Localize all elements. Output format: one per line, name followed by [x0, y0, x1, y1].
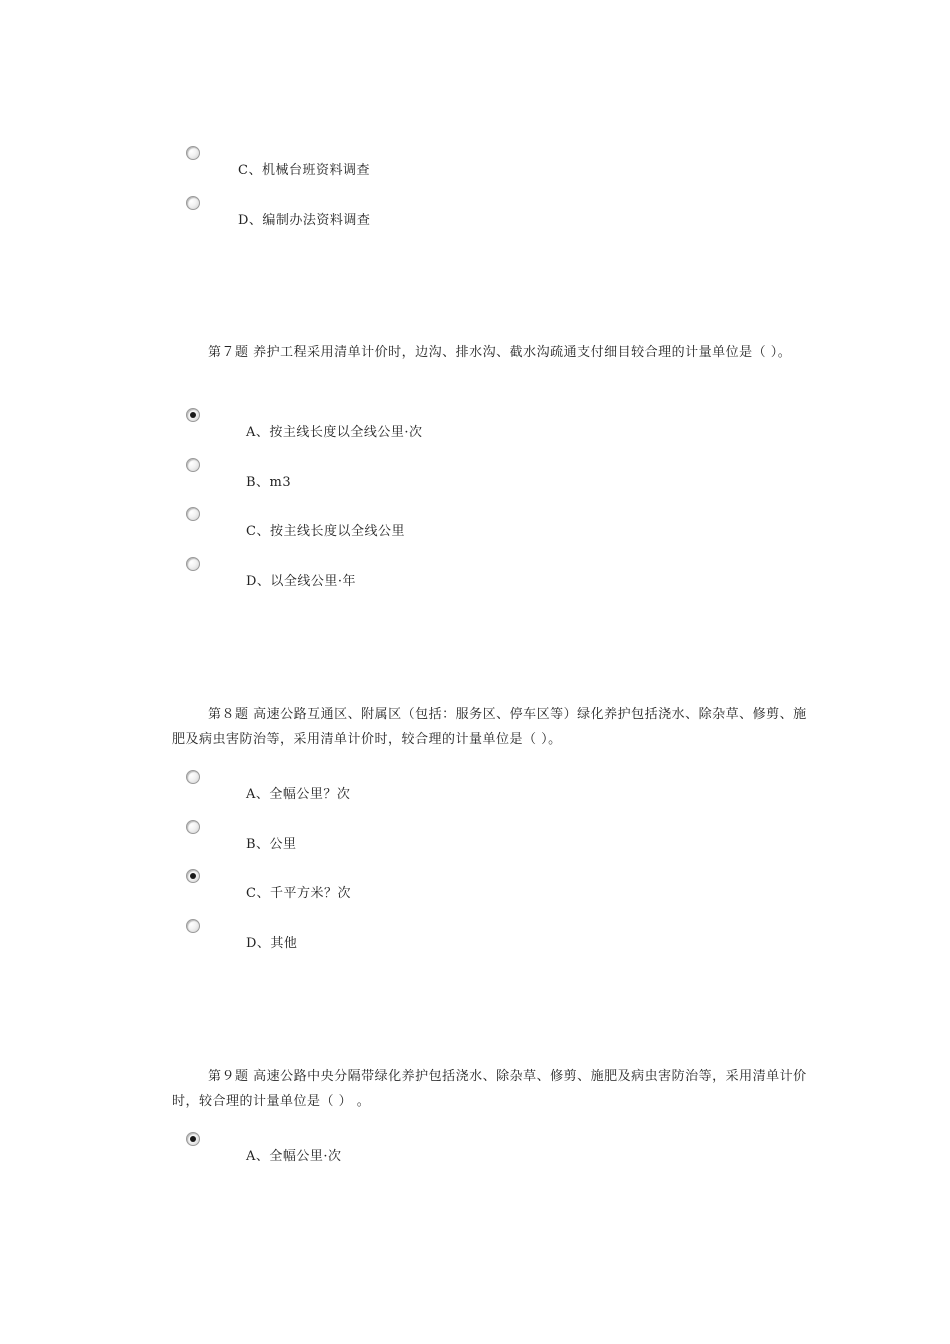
- radio-button[interactable]: [186, 919, 200, 933]
- option-row[interactable]: [0, 913, 950, 953]
- option-label: A、全幅公里？次: [246, 787, 351, 802]
- question-9-text: [172, 1064, 812, 1114]
- option-row[interactable]: [0, 452, 950, 492]
- radio-button[interactable]: [186, 146, 200, 160]
- option-label: B、m3: [246, 475, 292, 490]
- question-8-text: [172, 702, 812, 752]
- option-row[interactable]: [0, 190, 950, 230]
- question-body: 高速公路中央分隔带绿化养护包括浇水、除杂草、修剪、施肥及病虫害防治等，采用清单计价时，较合理的计量单位是（ ） 。: [172, 1069, 807, 1109]
- question-number: 第７题: [208, 345, 249, 360]
- option-label: B、公里: [246, 837, 297, 852]
- radio-button[interactable]: [186, 458, 200, 472]
- option-row[interactable]: [0, 501, 950, 541]
- question-7-text: [172, 340, 812, 365]
- radio-button[interactable]: [186, 557, 200, 571]
- radio-button[interactable]: [186, 1132, 200, 1146]
- radio-button[interactable]: [186, 770, 200, 784]
- option-label: A、全幅公里·次: [246, 1149, 342, 1164]
- option-label: C、千平方米？次: [246, 886, 351, 901]
- radio-button[interactable]: [186, 507, 200, 521]
- option-row[interactable]: [0, 814, 950, 854]
- option-label: A、按主线长度以全线公里·次: [246, 425, 423, 440]
- option-row[interactable]: [0, 402, 950, 442]
- question-body: 养护工程采用清单计价时，边沟、排水沟、截水沟疏通支付细目较合理的计量单位是（ ）。: [253, 345, 792, 360]
- option-row[interactable]: [0, 764, 950, 804]
- radio-button[interactable]: [186, 408, 200, 422]
- question-body: 高速公路互通区、附属区（包括：服务区、停车区等）绿化养护包括浇水、除杂草、修剪、施肥及病虫害防治等，采用清单计价时，较合理的计量单位是（ ）。: [172, 707, 807, 747]
- option-label: C、按主线长度以全线公里: [246, 524, 405, 539]
- option-row[interactable]: [0, 140, 950, 180]
- option-label: C、机械台班资料调查: [238, 163, 370, 178]
- option-row[interactable]: [0, 863, 950, 903]
- radio-button[interactable]: [186, 196, 200, 210]
- question-number: 第９题: [208, 1069, 249, 1084]
- question-number: 第８题: [208, 707, 249, 722]
- option-label: D、其他: [246, 936, 298, 951]
- option-label: D、编制办法资料调查: [238, 213, 371, 228]
- option-row[interactable]: [0, 551, 950, 591]
- radio-button[interactable]: [186, 820, 200, 834]
- option-row[interactable]: [0, 1126, 950, 1166]
- radio-button[interactable]: [186, 869, 200, 883]
- option-label: D、以全线公里·年: [246, 574, 357, 589]
